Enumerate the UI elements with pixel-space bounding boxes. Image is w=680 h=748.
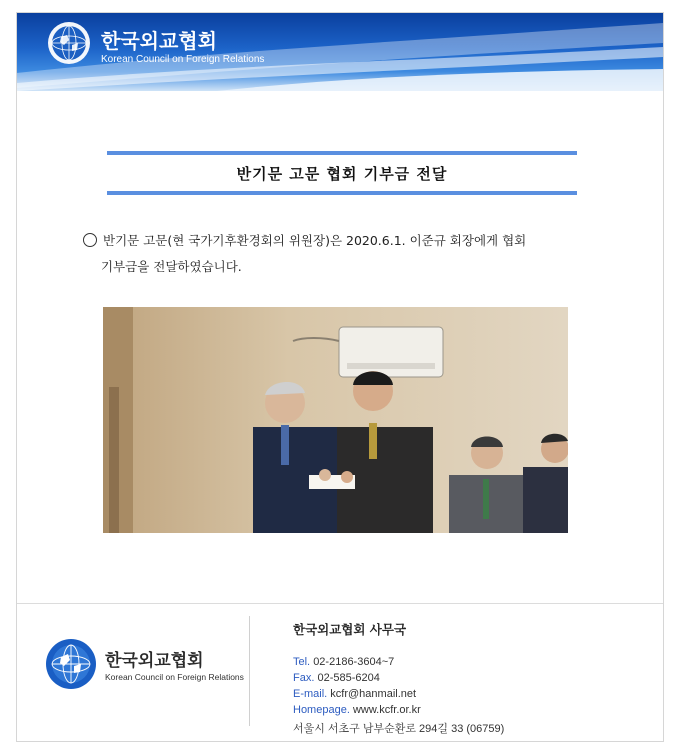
- title-rule-top: [107, 151, 577, 155]
- header-org-name-ko: 한국외교협회: [101, 29, 217, 53]
- header-org-name-en: Korean Council on Foreign Relations: [101, 54, 265, 65]
- contact-homepage: [293, 704, 421, 716]
- article-title: 반기문 고문 협회 기부금 전달: [236, 165, 448, 183]
- footer-org-name-en: Korean Council on Foreign Relations: [105, 672, 244, 682]
- email-label: E-mail.: [293, 688, 328, 700]
- event-photo-illustration: [103, 307, 568, 533]
- paragraph-line-2: 기부금을 전달하였습니다.: [101, 259, 242, 274]
- contact-fax: [293, 672, 380, 684]
- contact-tel: [293, 656, 394, 668]
- contact-email: [293, 688, 416, 700]
- article-title-box: [107, 151, 577, 195]
- circle-bullet-icon: [83, 233, 97, 247]
- footer: [17, 603, 663, 742]
- title-rule-bottom: [107, 191, 577, 195]
- footer-divider: [249, 616, 250, 726]
- kcfr-logo-icon: [47, 21, 91, 65]
- email-value[interactable]: kcfr@hanmail.net: [330, 688, 417, 700]
- tel-label: Tel.: [293, 656, 311, 668]
- homepage-label: Homepage.: [293, 704, 350, 716]
- fax-value: 02-585-6204: [317, 672, 380, 684]
- newsletter-frame: [16, 12, 664, 742]
- office-address: 서울시 서초구 남부순환로 294길 33 (06759): [293, 723, 505, 735]
- footer-org-name-ko: 한국외교협회: [105, 651, 204, 671]
- article-paragraph: [83, 228, 583, 280]
- tel-value: 02-2186-3604~7: [313, 656, 395, 668]
- header-banner: [17, 13, 663, 91]
- office-name: 한국외교협회 사무국: [293, 622, 407, 637]
- homepage-link[interactable]: www.kcfr.or.kr: [352, 704, 421, 716]
- paragraph-line-1: 반기문 고문(현 국가기후환경회의 위원장)은 2020.6.1. 이준규 회장에게 협회: [103, 233, 527, 248]
- footer-kcfr-logo-icon: [45, 638, 97, 690]
- fax-label: Fax.: [293, 672, 315, 684]
- event-photo: [103, 307, 568, 533]
